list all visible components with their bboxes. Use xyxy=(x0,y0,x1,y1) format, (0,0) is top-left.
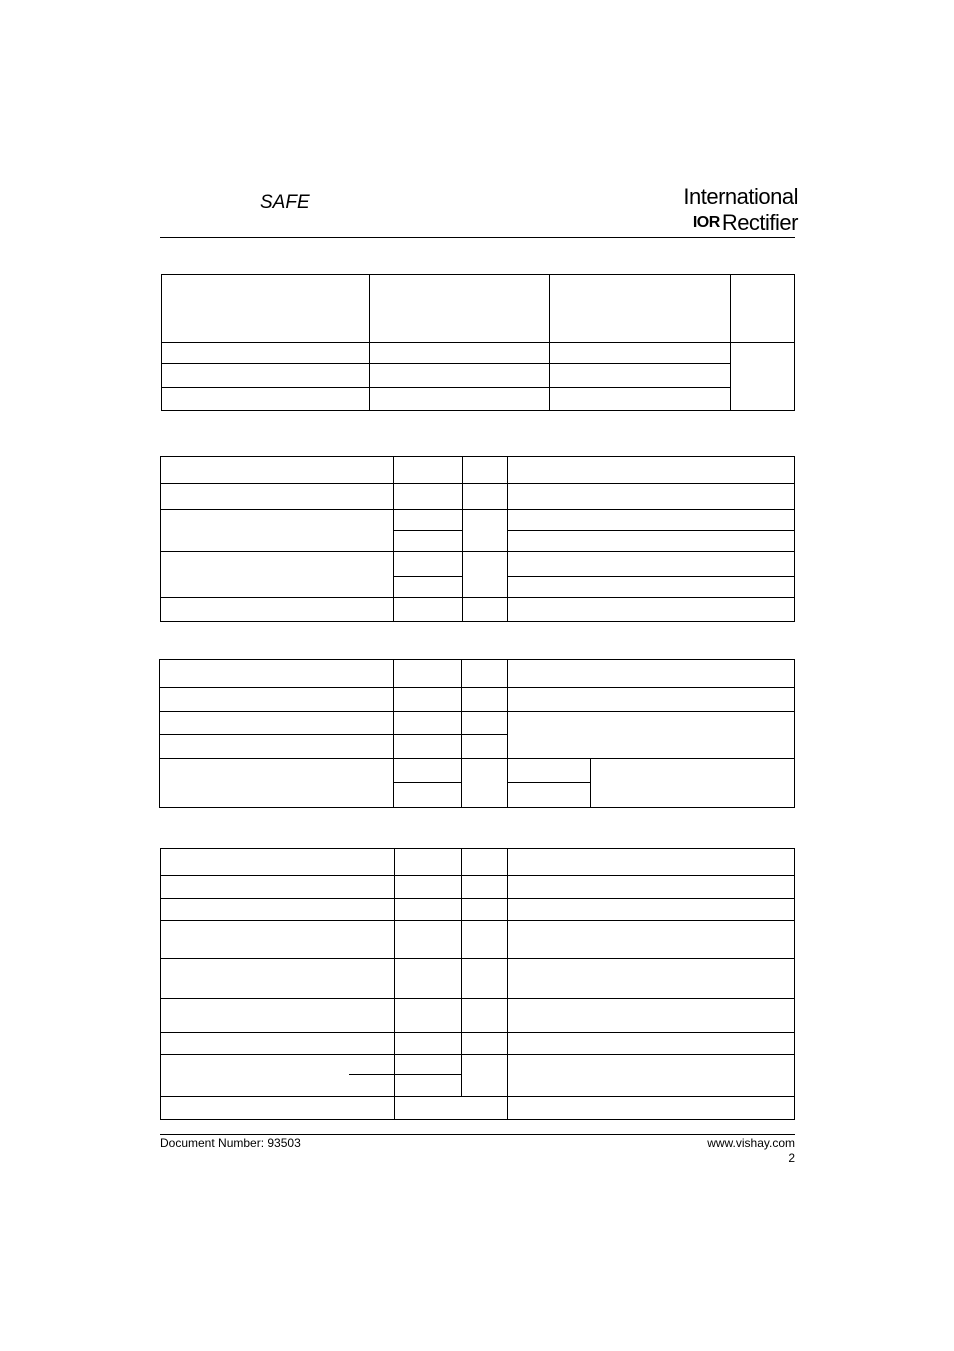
table-border-line xyxy=(160,1119,795,1120)
table-border-line xyxy=(160,875,795,876)
table-border-line xyxy=(159,659,160,808)
table-border-line xyxy=(394,848,395,1120)
table-border-line xyxy=(507,782,591,783)
table-border-line xyxy=(161,274,162,411)
table-border-line xyxy=(507,530,795,531)
table-border-line xyxy=(160,998,795,999)
table-border-line xyxy=(160,1032,795,1033)
table-border-line xyxy=(794,659,795,808)
table-border-line xyxy=(161,387,731,388)
table-border-line xyxy=(461,659,462,808)
table-border-line xyxy=(159,711,795,712)
table-border-line xyxy=(160,456,795,457)
table-border-line xyxy=(730,274,731,411)
table-border-line xyxy=(393,782,461,783)
table-border-line xyxy=(160,1096,795,1097)
document-number: Document Number: 93503 xyxy=(160,1136,301,1150)
table-border-line xyxy=(549,274,550,411)
table-border-line xyxy=(159,687,795,688)
table-border-line xyxy=(160,483,795,484)
table-border-line xyxy=(507,576,795,577)
table-border-line xyxy=(160,848,795,849)
table-border-line xyxy=(794,848,795,1120)
table-border-line xyxy=(794,456,795,622)
table-border-line xyxy=(159,734,507,735)
safe-label: SAFE xyxy=(260,192,310,213)
table-border-line xyxy=(507,659,508,808)
table-border-line xyxy=(160,621,795,622)
logo-line-international: International xyxy=(683,184,798,209)
logo-line-rectifier: Rectifier xyxy=(721,210,798,235)
footer-right xyxy=(707,1136,795,1166)
table-border-line xyxy=(794,274,795,411)
international-rectifier-logo xyxy=(683,184,798,237)
table-border-line xyxy=(160,597,795,598)
table-border-line xyxy=(349,1074,461,1075)
page-number: 2 xyxy=(788,1151,795,1165)
table-border-line xyxy=(393,456,394,622)
footer-divider xyxy=(160,1134,795,1135)
website-link[interactable]: www.vishay.com xyxy=(707,1136,795,1150)
table-border-line xyxy=(160,898,795,899)
table-border-line xyxy=(161,410,795,411)
table-border-line xyxy=(160,1054,795,1055)
table-border-line xyxy=(161,342,795,343)
table-border-line xyxy=(461,848,462,1096)
table-border-line xyxy=(507,848,508,1120)
table-border-line xyxy=(160,848,161,1120)
table-border-line xyxy=(160,456,161,622)
table-border-line xyxy=(590,758,591,808)
table-border-line xyxy=(160,551,795,552)
table-border-line xyxy=(160,958,795,959)
header-divider xyxy=(160,237,795,238)
table-border-line xyxy=(393,530,462,531)
ior-logo-mark-icon: IOR xyxy=(692,214,720,231)
table-border-line xyxy=(159,807,795,808)
table-border-line xyxy=(369,274,370,411)
table-border-line xyxy=(159,758,795,759)
table-border-line xyxy=(393,576,462,577)
table-border-line xyxy=(160,509,795,510)
table-border-line xyxy=(462,456,463,622)
table-border-line xyxy=(161,363,731,364)
table-border-line xyxy=(507,456,508,622)
table-border-line xyxy=(159,659,795,660)
table-border-line xyxy=(393,659,394,808)
table-border-line xyxy=(160,920,795,921)
table-border-line xyxy=(161,274,795,275)
